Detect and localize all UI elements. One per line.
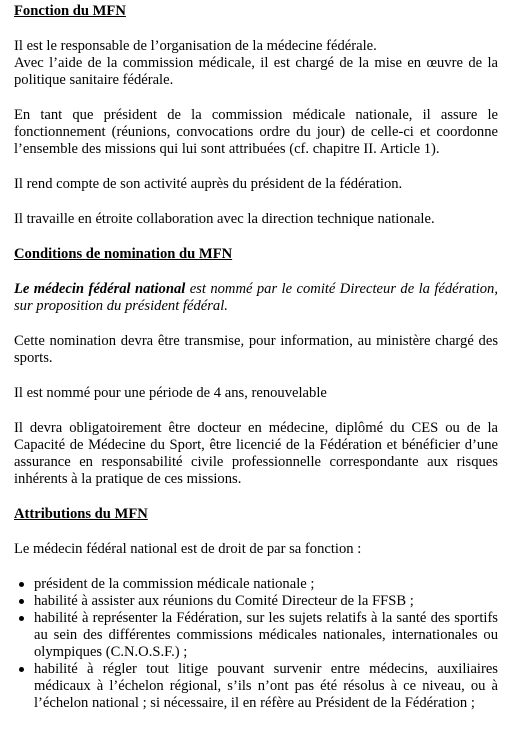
conditions-paragraph-2: Il est nommé pour une période de 4 ans, renouvelable — [14, 385, 327, 401]
conditions-paragraph-1: Cette nomination devra être transmise, pour information, au ministère chargé des sports. — [14, 333, 498, 366]
list-item-text: président de la commission médicale nationale ; — [34, 576, 315, 592]
fonction-paragraph-2: Avec l’aide de la commission médicale, il est chargé de la mise en œuvre de la politique sanitaire fédérale. — [14, 55, 498, 88]
bullet-icon — [19, 599, 24, 604]
heading-conditions: Conditions de nomination du MFN — [14, 246, 233, 262]
fonction-paragraph-4: Il rend compte de son activité auprès du président de la fédération. — [14, 176, 403, 192]
list-item-text: habilité à représenter la Fédération, sur les sujets relatifs à la santé des sportifs au sein des différentes commissions médicales nationales, internationales ou olympiques (C.N.O.S.F.) ; — [34, 610, 498, 660]
attributions-list — [14, 576, 498, 712]
list-item — [14, 593, 498, 610]
fonction-paragraph-3: En tant que président de la commission médicale nationale, il assure le fonctionnement (réunions, convocations ordre du jour) de celle-ci et coordonne l’ensemble des missions qui lui sont attribuées (cf. chapitre II. Article 1). — [14, 107, 498, 157]
conditions-lead-rest: est nommé par le comité Directeur de la fédération, sur proposition du président fédéral. — [14, 281, 498, 314]
fonction-paragraph-5: Il travaille en étroite collaboration avec la direction technique nationale. — [14, 211, 435, 227]
list-item-text: habilité à assister aux réunions du Comité Directeur de la FFSB ; — [34, 593, 414, 609]
conditions-lead-paragraph — [14, 281, 498, 315]
heading-fonction: Fonction du MFN — [14, 3, 126, 19]
conditions-lead-bold: Le médecin fédéral national — [14, 281, 186, 297]
list-item-text: habilité à régler tout litige pouvant survenir entre médecins, auxiliaires médicaux à l’échelon régional, s’ils n’ont pas été résolus à ce niveau, ou à l’échelon national ; si nécessaire, il en réfère au Président de la Fédération ; — [34, 661, 498, 711]
bullet-icon — [19, 667, 24, 672]
conditions-paragraph-3: Il devra obligatoirement être docteur en médecine, diplômé du CES ou de la Capacité de Médecine du Sport, être licencié de la Fédération et bénéficier d’une assurance en responsabilité civile professionnelle correspondante aux risques inhérents à la pratique de ces missions. — [14, 420, 498, 487]
bullet-icon — [19, 582, 24, 587]
list-item — [14, 661, 498, 712]
bullet-icon — [19, 616, 24, 621]
attributions-intro: Le médecin fédéral national est de droit de par sa fonction : — [14, 541, 362, 557]
heading-attributions: Attributions du MFN — [14, 506, 148, 522]
fonction-paragraph-1: Il est le responsable de l’organisation de la médecine fédérale. — [14, 38, 377, 54]
document-page — [14, 3, 498, 712]
list-item — [14, 576, 498, 593]
list-item — [14, 610, 498, 661]
